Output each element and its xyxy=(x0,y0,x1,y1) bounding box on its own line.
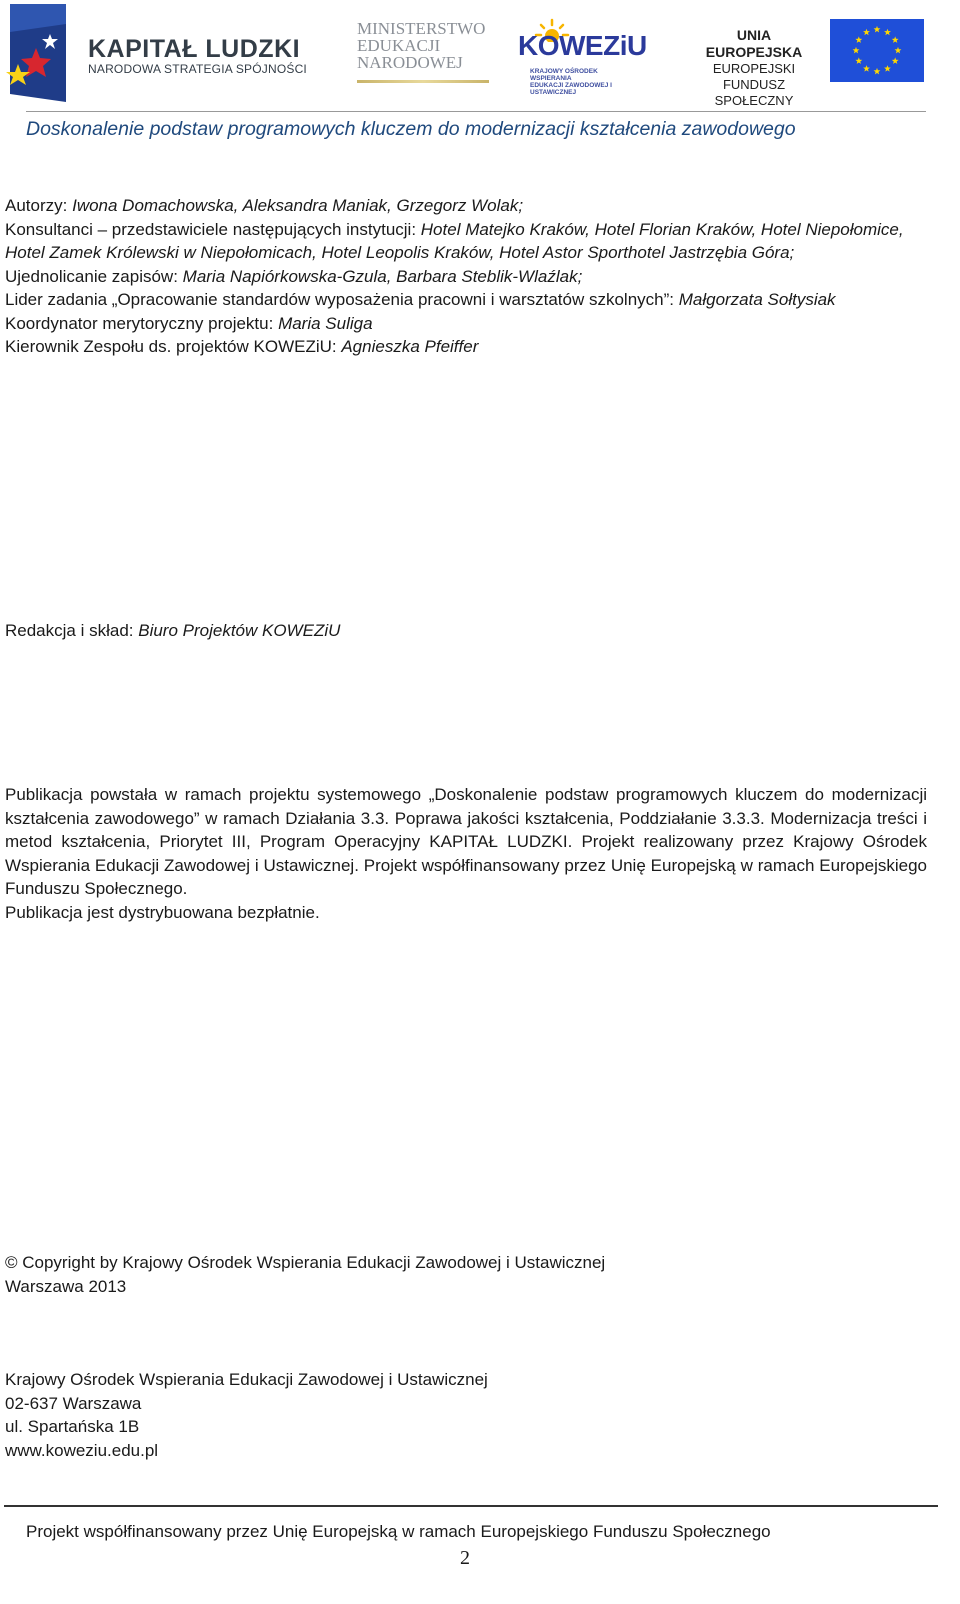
copyright-section xyxy=(5,1251,927,1298)
free-distribution-note: Publikacja jest dystrybuowana bezpłatnie. xyxy=(5,902,320,922)
task-leader-line xyxy=(5,288,927,312)
logo-header xyxy=(0,0,960,115)
authors-line xyxy=(5,194,927,218)
address-section xyxy=(5,1368,927,1462)
ministerstwo-logo xyxy=(357,20,485,71)
header-divider xyxy=(26,111,926,112)
publication-paragraph: Publikacja powstała w ramach projektu systemowego „Doskonalenie podstaw programowych kluczem do modernizacji kształcenia zawodowego” w ramach Działania 3.3. Poprawa jakości kształcenia, Poddziałanie 3.3.3. Modernizacja treści i metod kształcenia, Priorytet III, Program Operacyjny KAPITAŁ LUDZKI. Projekt realizowany przez Krajowy Ośrodek Wspierania Edukacji Zawodowej i Ustawicznej. Projekt współfinansowany przez Unię Europejską w ramach Europejskiego Funduszu Społecznego. xyxy=(5,785,927,898)
consultants-line xyxy=(5,218,927,265)
eu-flag-icon xyxy=(830,19,924,82)
task-leader-label: Lider zadania „Opracowanie standardów wyposażenia pracowni i warsztatów szkolnych”: xyxy=(5,290,679,309)
ministerstwo-line-1: MINISTERSTWO xyxy=(357,19,486,38)
kapital-ludzki-title: KAPITAŁ LUDZKI xyxy=(88,35,301,63)
ue-efs-text xyxy=(688,27,820,109)
consultants-label: Konsultanci – przedstawiciele następujących instytucji: xyxy=(5,219,421,239)
editing-value: Biuro Projektów KOWEZiU xyxy=(138,621,341,640)
koweziu-wordmark xyxy=(518,30,647,62)
copyright-year: Warszawa 2013 xyxy=(5,1276,127,1296)
editing-label: Redakcja i skład: xyxy=(5,621,139,640)
coordinator-label: Koordynator merytoryczny projektu: xyxy=(5,313,279,333)
footer-text: Projekt współfinansowany przez Unię Europejską w ramach Europejskiego Funduszu Społecznego xyxy=(26,1522,771,1541)
ue-line-3: FUNDUSZ SPOŁECZNY xyxy=(714,77,794,108)
koweziu-subtitle xyxy=(530,68,640,96)
authors-label: Autorzy: xyxy=(5,196,73,215)
kapital-ludzki-emblem-icon xyxy=(6,4,66,102)
editing-line xyxy=(5,619,927,643)
credits-section xyxy=(5,194,927,359)
document-title: Doskonalenie podstaw programowych kluczem do modernizacji kształcenia zawodowego xyxy=(26,118,796,140)
ministerstwo-line-3: NARODOWEJ xyxy=(357,53,463,72)
koweziu-subtitle-line-1: KRAJOWY OŚRODEK WSPIERANIA xyxy=(530,68,598,82)
ministerstwo-underline xyxy=(357,80,489,83)
ue-line-1: UNIA EUROPEJSKA xyxy=(705,27,803,60)
coordinator-line xyxy=(5,312,927,336)
page-number: 2 xyxy=(460,1547,470,1569)
koweziu-logo xyxy=(516,18,647,96)
ministerstwo-line-2: EDUKACJI xyxy=(357,36,441,55)
kapital-ludzki-subtitle: NARODOWA STRATEGIA SPÓJNOŚCI xyxy=(88,62,307,76)
website-link[interactable]: www.koweziu.edu.pl xyxy=(5,1440,159,1460)
address-name: Krajowy Ośrodek Wspierania Edukacji Zawodowej i Ustawicznej xyxy=(5,1370,488,1389)
kapital-ludzki-logo xyxy=(88,36,307,76)
copyright-line: © Copyright by Krajowy Ośrodek Wspierania Edukacji Zawodowej i Ustawicznej xyxy=(5,1253,606,1272)
consultants-value: Hotel Matejko Kraków, Hotel Florian Kraków, Hotel Niepołomice, Hotel Zamek Królewski w Niepołomicach, Hotel Leopolis Kraków, Hotel Astor Sporthotel Jastrzębia Góra; xyxy=(5,219,904,262)
editing-section xyxy=(5,619,927,643)
unification-label: Ujednolicanie zapisów: xyxy=(5,266,183,286)
address-postal: 02-637 Warszawa xyxy=(5,1393,142,1413)
koweziu-subtitle-line-2: EDUKACJI ZAWODOWEJ I USTAWICZNEJ xyxy=(530,82,612,96)
ue-line-2: EUROPEJSKI xyxy=(712,61,796,76)
publication-section xyxy=(5,783,927,924)
team-manager-value: Agnieszka Pfeiffer xyxy=(341,337,479,356)
address-street: ul. Spartańska 1B xyxy=(5,1417,140,1436)
task-leader-value: Małgorzata Sołtysiak xyxy=(678,290,836,309)
unification-line xyxy=(5,265,927,289)
coordinator-value: Maria Suliga xyxy=(278,313,373,333)
footer-divider xyxy=(4,1505,938,1507)
koweziu-wordmark-text: KOWEZiU xyxy=(518,30,647,61)
team-manager-label: Kierownik Zespołu ds. projektów KOWEZiU: xyxy=(5,337,342,356)
authors-value: Iwona Domachowska, Aleksandra Maniak, Grzegorz Wolak; xyxy=(72,196,524,215)
team-manager-line xyxy=(5,335,927,359)
unification-value: Maria Napiórkowska-Gzula, Barbara Steblik-Wlaźlak; xyxy=(182,266,583,286)
